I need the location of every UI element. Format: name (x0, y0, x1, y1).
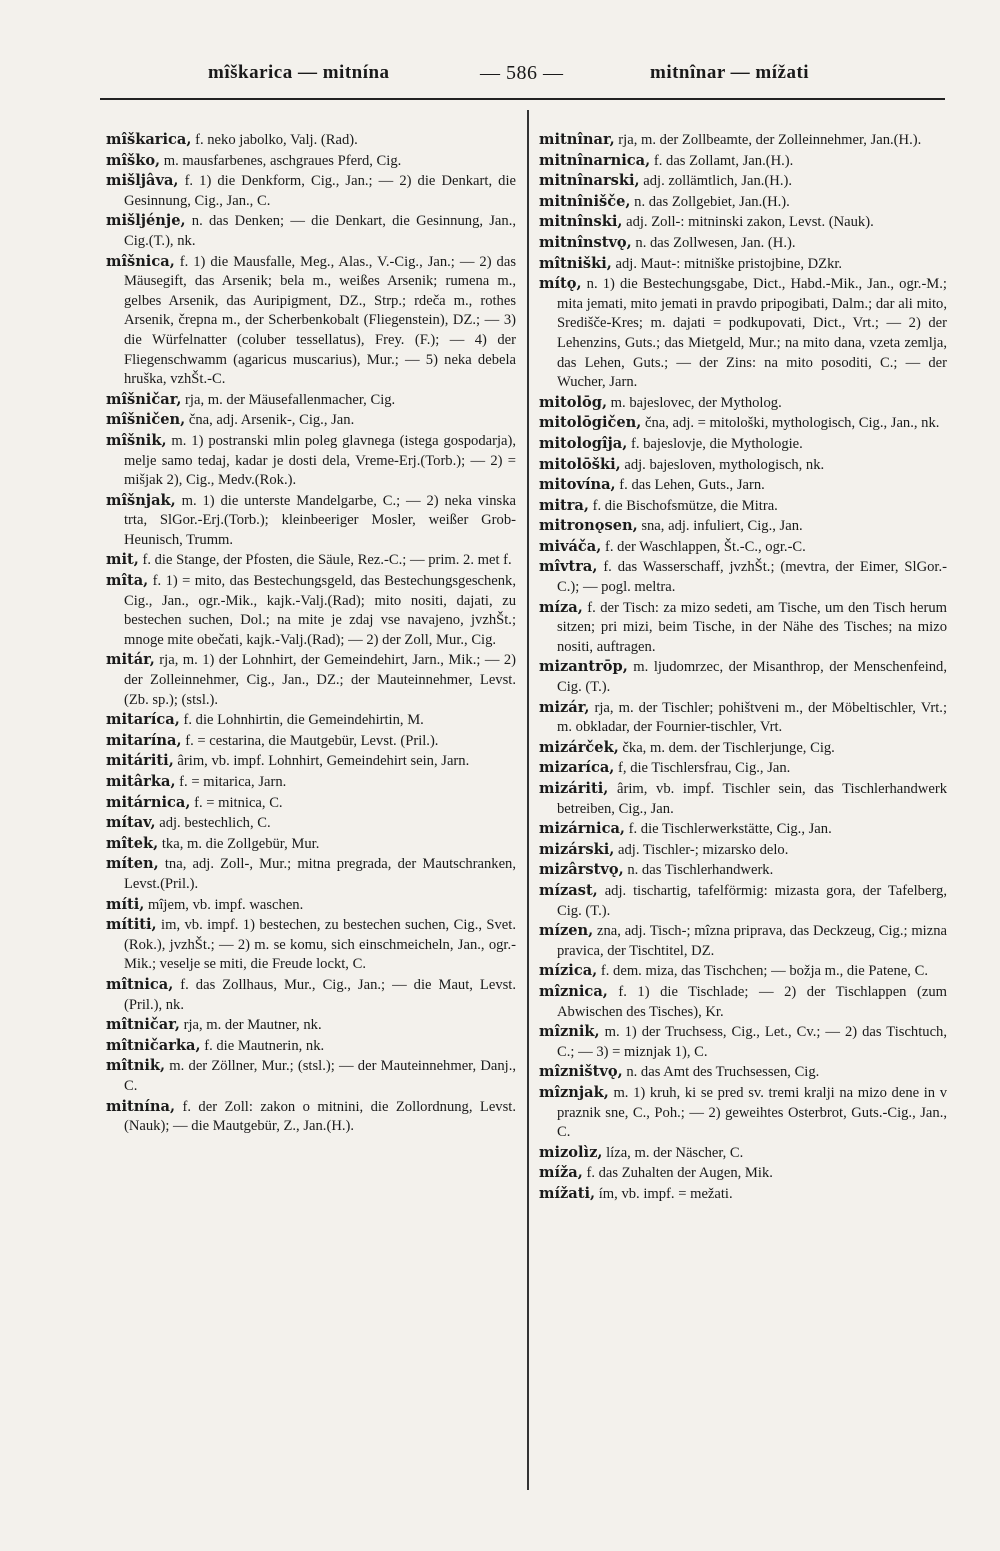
headword: mîta, (106, 572, 149, 590)
dictionary-entry (106, 571, 516, 650)
headword: mízast, (539, 881, 598, 899)
headword: mîtničar, (106, 1016, 180, 1034)
headword: mížati, (539, 1184, 596, 1202)
headword: míti, (106, 895, 145, 913)
headword: mizárnica, (539, 820, 625, 838)
definition: n. das Denken; — die Denkart, die Gesinnung, Jan., Cig.(T.), nk. (124, 213, 516, 249)
definition: adj. zollämtlich, Jan.(H.). (639, 173, 792, 190)
headword: mizaríca, (539, 759, 615, 777)
dictionary-entry (539, 1062, 947, 1083)
header-left-range: mîškarica — mitnína (208, 62, 390, 83)
definition: čna, adj. Arsenik-, Cig., Jan. (185, 412, 355, 429)
definition: ârim, vb. impf. Lohnhirt, Gemeindehirt sein, Jarn. (173, 753, 470, 770)
headword: mitra, (539, 496, 589, 514)
headword: mîškarica, (106, 131, 192, 148)
headword: mitolōški, (539, 455, 621, 473)
dictionary-entry (539, 434, 947, 455)
definition: tka, m. die Zollgebür, Mur. (158, 835, 320, 852)
headword: míza, (539, 598, 583, 616)
definition: tna, adj. Zoll-, Mur.; mitna pregrada, der Mautschranken, Levst.(Pril.). (124, 856, 516, 892)
definition: f. dem. miza, das Tischchen; — božja m., die Patene, C. (597, 963, 928, 980)
definition: f. der Waschlappen, Št.-C., ogr.-C. (601, 538, 806, 555)
definition: f, die Tischlersfrau, Cig., Jan. (614, 760, 791, 777)
headword: mišljâva, (106, 172, 179, 190)
definition: ârim, vb. impf. Tischler sein, das Tischlerhandwerk betreiben, Cig., Jan. (557, 781, 947, 817)
dictionary-entry (106, 1097, 516, 1137)
dictionary-entry (539, 557, 947, 597)
page-number: — 586 — (480, 62, 564, 84)
dictionary-entry (539, 413, 947, 434)
definition: im, vb. impf. 1) bestechen, zu bestechen suchen, Cig., Svet. (Rok.), jvzhŠt.; — 2) m. se komu, sich einschmeicheln, Jan., ogr.-Mik.; veselje se miti, die Freude lockt, C. (124, 917, 516, 973)
dictionary-entry (539, 698, 947, 738)
headword: mitnînišče, (539, 192, 631, 210)
definition: n. das Amt des Truchsessen, Cig. (622, 1064, 820, 1081)
headword: mîtnik, (106, 1057, 166, 1075)
dictionary-entry (106, 151, 516, 172)
header-right-range: mitnînar — mížati (650, 62, 810, 83)
dictionary-entry (539, 1184, 947, 1205)
dictionary-entry (106, 491, 516, 551)
dictionary-entry (539, 1022, 947, 1062)
definition: f. 1) die Mausfalle, Meg., Alas., V.-Cig., Jan.; — 2) das Mäusegift, das Arsenik; bela m., weißes Arsenik; rumena m., gelbes Arsenik, das Auripigment, DZ., Strp.; rdeča m., rothes Arsenik, črepna m., der Scherbenkobalt (Fliegenstein), DZ.; — 3) die Würfelnatter (coluber tessellatus), Frey. (F.); — 4) der Fliegenschwamm (agaricus muscarius), Mur.; — 5) neka debela hruška, vzhŠt.-C. (124, 253, 516, 388)
dictionary-entry (539, 151, 947, 172)
headword: mítiti, (106, 916, 157, 934)
headword: mîšničen, (106, 411, 186, 429)
definition: m. mausfarbenes, aschgraues Pferd, Cig. (160, 152, 402, 169)
dictionary-entry (539, 1143, 947, 1164)
dictionary-entry (106, 731, 516, 752)
definition: f. = mitnica, C. (190, 794, 283, 811)
dictionary-entry (539, 738, 947, 759)
definition: f. der Tisch: za mizo sedeti, am Tische, um den Tisch herum sitzen; pri mizi, beim Tische, in der Nähe des Tisches; na mizo nositi, auftragen. (557, 599, 947, 655)
definition: adj. Tischler-; mizarsko delo. (614, 841, 789, 858)
page-header (0, 62, 1000, 98)
headword: mizáriti, (539, 780, 609, 797)
definition: f. die Mautnerin, nk. (200, 1037, 325, 1054)
dictionary-entry (539, 921, 947, 961)
dictionary-entry (539, 1083, 947, 1143)
headword: mitnînstvǫ, (539, 233, 632, 251)
dictionary-entry (106, 710, 516, 731)
dictionary-entry (106, 834, 516, 855)
dictionary-entry (539, 171, 947, 192)
definition: adj. bestechlich, C. (155, 815, 271, 832)
headword: mizár, (539, 698, 590, 716)
definition: adj. Maut-: mitniške pristojbine, DZkr. (611, 255, 843, 272)
dictionary-entry (539, 192, 947, 213)
definition: f. neko jabolko, Valj. (Rad). (191, 132, 358, 148)
dictionary-entry (106, 252, 516, 390)
dictionary-entry (539, 779, 947, 819)
definition: f. der Zoll: zakon o mitnini, die Zollordnung, Levst. (Nauk); — die Mautgebür, Z., Jan.(H.). (124, 1098, 516, 1135)
definition: m. ljudomrzec, der Misanthrop, der Menschenfeind, Cig. (T.). (557, 659, 947, 696)
headword: mitovína, (539, 476, 616, 494)
headword: mit, (106, 551, 139, 569)
dictionary-entry (539, 254, 947, 275)
definition: f. die Bischofsmütze, die Mitra. (588, 497, 778, 514)
headword: mízen, (539, 922, 594, 940)
dictionary-entry (106, 431, 516, 491)
definition: adj. bajesloven, mythologisch, nk. (620, 456, 825, 473)
header-rule (100, 98, 945, 100)
definition: m. 1) der Truchsess, Cig., Let., Cv.; — 2) das Tischtuch, C.; — 3) = miznjak 1), C. (557, 1024, 947, 1060)
definition: m. bajeslovec, der Mytholog. (607, 394, 782, 411)
dictionary-entry (106, 1056, 516, 1096)
definition: adj. Zoll-: mitninski zakon, Levst. (Nauk). (622, 214, 874, 231)
dictionary-entry (539, 455, 947, 476)
dictionary-entry (106, 211, 516, 251)
definition: čka, m. dem. der Tischlerjunge, Cig. (618, 739, 835, 756)
dictionary-entry (539, 819, 947, 840)
dictionary-entry (539, 212, 947, 233)
dictionary-entry (106, 390, 516, 411)
headword: mizárček, (539, 738, 619, 756)
headword: mîznjak, (539, 1083, 609, 1101)
definition: adj. tischartig, tafelförmig: mizasta gora, der Tafelberg, Cig. (T.). (557, 882, 947, 919)
headword: mitnína, (106, 1097, 176, 1115)
dictionary-entry (106, 410, 516, 431)
headword: mîšnjak, (106, 491, 176, 509)
right-column (539, 130, 947, 1204)
headword: mišljénje, (106, 212, 186, 230)
dictionary-entry (539, 881, 947, 921)
definition: n. das Tischlerhandwerk. (623, 862, 774, 879)
definition: n. das Zollwesen, Jan. (H.). (631, 234, 796, 251)
definition: f. das Zollamt, Jan.(H.). (650, 152, 794, 169)
definition: f. 1) die Denkform, Cig., Jan.; — 2) die Denkart, die Gesinnung, Cig., Jan., C. (124, 173, 516, 209)
dictionary-entry (106, 813, 516, 834)
definition: f. das Lehen, Guts., Jarn. (615, 477, 765, 494)
definition: f. die Lohnhirtin, die Gemeindehirtin, M. (179, 712, 424, 729)
headword: mitronǫsen, (539, 517, 638, 535)
headword: mitár, (106, 651, 155, 669)
headword: mîšničar, (106, 390, 182, 408)
headword: mîznik, (539, 1023, 600, 1041)
headword: mîznica, (539, 982, 608, 1000)
headword: mizantrōp, (539, 658, 628, 676)
dictionary-entry (539, 496, 947, 517)
headword: miváča, (539, 537, 602, 555)
dictionary-entry (539, 961, 947, 982)
headword: mîško, (106, 151, 161, 169)
headword: míten, (106, 855, 159, 873)
headword: mitolōg, (539, 393, 608, 411)
definition: f. = cestarina, die Mautgebür, Levst. (Pril.). (181, 732, 439, 749)
definition: rja, m. 1) der Lohnhirt, der Gemeindehirt, Jarn., Mik.; — 2) der Zolleinnehmer, Cig., Jan., DZ.; der Mauteinnehmer, Levst. (Zb. sp.); (stsl.). (124, 652, 516, 708)
headword: mitnînarnica, (539, 151, 651, 169)
definition: m. 1) kruh, ki se pred sv. tremi kralji na mizo dene in v praznik sne, C., Poh.; — 2) geweihtes Osterbrot, Guts.-Cig., Jan., C. (557, 1084, 947, 1141)
left-column (106, 130, 516, 1137)
dictionary-entry (106, 171, 516, 211)
column-divider (527, 110, 529, 1490)
headword: mitnînar, (539, 131, 615, 148)
headword: míža, (539, 1164, 583, 1182)
dictionary-entry (539, 1163, 947, 1184)
headword: mitnînski, (539, 213, 623, 231)
headword: mizârstvǫ, (539, 861, 624, 879)
definition: ím, vb. impf. = mežati. (595, 1185, 733, 1202)
headword: mitarína, (106, 731, 182, 749)
dictionary-entry (539, 233, 947, 254)
dictionary-entry (539, 475, 947, 496)
definition: mîjem, vb. impf. waschen. (144, 896, 304, 913)
definition: líza, m. der Näscher, C. (602, 1144, 744, 1161)
dictionary-entry (539, 860, 947, 881)
headword: mitnînarski, (539, 172, 640, 190)
dictionary-entry (106, 915, 516, 975)
definition: n. 1) die Bestechungsgabe, Dict., Habd.-Mik., Jan., ogr.-M.; mita jemati, mito jemati in pravdo pripogibati, Dalm.; dar ali mito, Središče-Kres; m. dajati = podkupovati, Dict., Vrt.; — 2) der Lehenzins, Guts.; das Mietgeld, Mur.; na mito dana, vzeta zemlja, das Lehen, Guts.; — der Zins: na mito posoditi, C.; — der Wucher, Jarn. (557, 276, 947, 391)
dictionary-entry (106, 793, 516, 814)
dictionary-entry (539, 516, 947, 537)
definition: f. das Wasserschaff, jvzhŠt.; (mevtra, der Eimer, SlGor.-C.); — pogl. meltra. (557, 559, 947, 596)
definition: rja, m. der Zollbeamte, der Zolleinnehmer, Jan.(H.). (614, 132, 922, 148)
dictionary-entry (106, 854, 516, 894)
headword: mitaríca, (106, 711, 180, 729)
dictionary-entry (539, 598, 947, 658)
definition: f. bajeslovje, die Mythologie. (627, 435, 803, 452)
definition: f. 1) die Tischlade; — 2) der Tischlappen (zum Abwischen des Tisches), Kr. (557, 983, 947, 1020)
dictionary-entry (106, 650, 516, 710)
definition: m. 1) postranski mlin poleg glavnega (istega gospodarja), melje samo tedaj, kadar je dosti dela, Vreme-Erj.(Torb.); — 2) = mišjak 2), Cig., Medv.(Rok.). (124, 432, 516, 489)
dictionary-entry (539, 393, 947, 414)
definition: zna, adj. Tisch-; mîzna priprava, das Deckzeug, Cig.; mizna pravica, der Tischtitel, DZ. (557, 923, 947, 959)
headword: mîtek, (106, 834, 159, 852)
headword: mitárnica, (106, 793, 191, 811)
headword: mîtnica, (106, 975, 174, 993)
dictionary-entry (539, 758, 947, 779)
headword: mîšnik, (106, 431, 167, 449)
headword: mîšnica, (106, 252, 175, 270)
dictionary-entry (539, 982, 947, 1022)
headword: mízica, (539, 962, 598, 980)
definition: rja, m. der Mautner, nk. (179, 1017, 322, 1034)
headword: mitáriti, (106, 752, 174, 770)
definition: rja, m. der Mäusefallenmacher, Cig. (181, 391, 396, 408)
headword: mítǫ, (539, 275, 582, 293)
headword: mizolìz, (539, 1143, 603, 1161)
headword: mîtničarka, (106, 1036, 201, 1054)
headword: mîzništvǫ, (539, 1063, 623, 1081)
definition: f. das Zuhalten der Augen, Mik. (582, 1165, 773, 1182)
definition: m. 1) die unterste Mandelgarbe, C.; — 2) neka vinska trta, SlGor.-Erj.(Torb.); kleinbeeriger Mosler, weißer Grob-Heunisch, Trumm. (124, 492, 516, 548)
dictionary-entry (106, 772, 516, 793)
headword: mitârka, (106, 773, 176, 790)
dictionary-entry (539, 840, 947, 861)
definition: f. die Stange, der Pfosten, die Säule, Rez.-C.; — prim. 2. met f. (138, 552, 512, 569)
definition: f. die Tischlerwerkstätte, Cig., Jan. (625, 821, 832, 838)
definition: rja, m. der Tischler; pohištveni m., der Möbeltischler, Vrt.; m. obkladar, der Fournier-tischler, Vrt. (557, 699, 947, 736)
dictionary-entry (106, 895, 516, 916)
headword: mitolōgičen, (539, 414, 642, 432)
headword: mîtniški, (539, 254, 612, 272)
definition: f. das Zollhaus, Mur., Cig., Jan.; — die Maut, Levst.(Pril.), nk. (124, 976, 516, 1013)
dictionary-entry (539, 274, 947, 393)
dictionary-entry (106, 1036, 516, 1057)
definition: sna, adj. infuliert, Cig., Jan. (637, 518, 803, 535)
dictionary-entry (106, 1015, 516, 1036)
headword: mítav, (106, 814, 156, 832)
dictionary-entry (539, 657, 947, 697)
definition: f. 1) = mito, das Bestechungsgeld, das Bestechungsgeschenk, Cig., Jan., ogr.-Mik., kajk.-Valj.(Rad); mito nositi, dajati, zu bestechen suchen, Dol.; na mite je zdaj vse navajeno, jvzhŠt.; mnoge mite obečati, kajk.-Valj.(Rad); — 2) der Zoll, Mur., Cig. (124, 573, 516, 648)
definition: m. der Zöllner, Mur.; (stsl.); — der Mauteinnehmer, Danj., C. (124, 1058, 516, 1094)
headword: mizárski, (539, 840, 615, 858)
dictionary-entry (106, 751, 516, 772)
definition: n. das Zollgebiet, Jan.(H.). (630, 193, 790, 210)
dictionary-entry (106, 550, 516, 571)
dictionary-entry (539, 130, 947, 151)
headword: mîvtra, (539, 558, 598, 576)
definition: čna, adj. = mitološki, mythologisch, Cig., Jan., nk. (641, 415, 940, 432)
dictionary-entry (539, 537, 947, 558)
headword: mitologîja, (539, 434, 628, 452)
definition: f. = mitarica, Jarn. (175, 774, 287, 790)
dictionary-entry (106, 975, 516, 1015)
dictionary-entry (106, 130, 516, 151)
